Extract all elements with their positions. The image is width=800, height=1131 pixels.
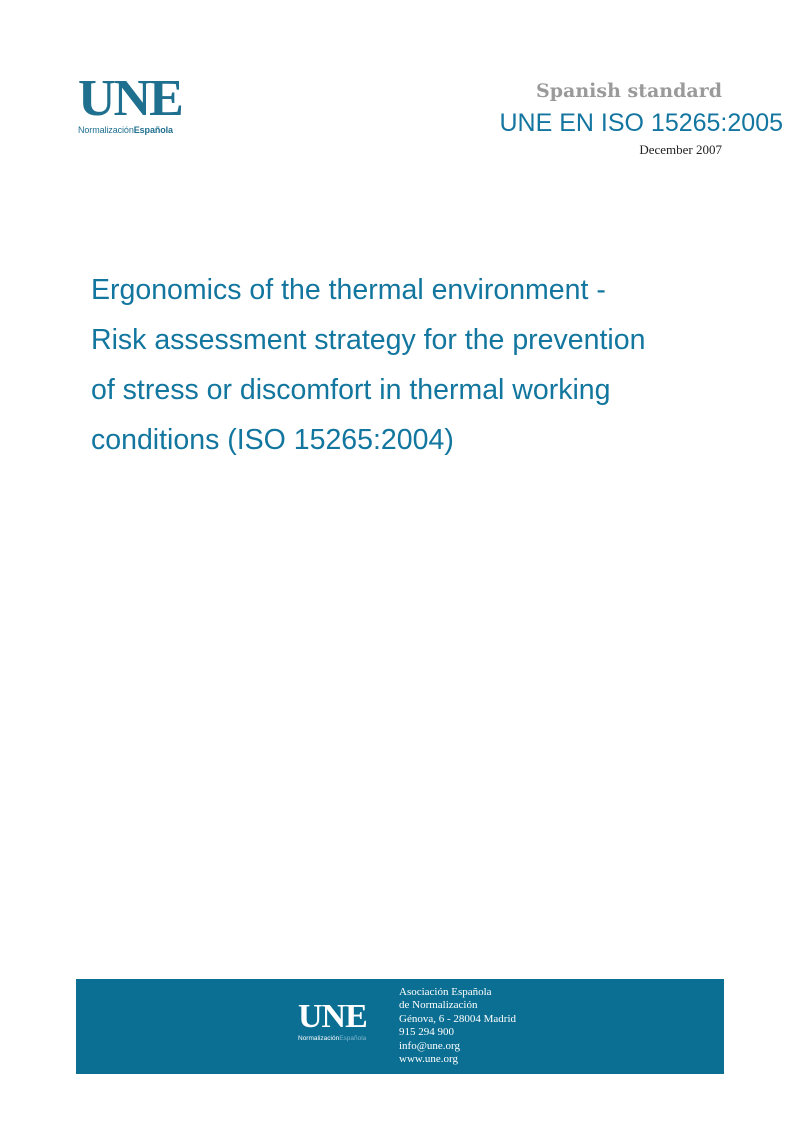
footer-une-logo bbox=[298, 998, 367, 1042]
contact-org-line-1: Asociación Española bbox=[399, 986, 492, 998]
standard-date: December 2007 bbox=[639, 142, 722, 157]
une-logo bbox=[78, 70, 208, 135]
une-logo-mark: UNE bbox=[78, 70, 182, 127]
title-line-4: conditions (ISO 15265:2004) bbox=[91, 424, 454, 456]
footer-logo-sub-espanola: Española bbox=[339, 1035, 367, 1042]
contact-website[interactable]: www.une.org bbox=[399, 1053, 458, 1066]
standard-code: UNE EN ISO 15265:2005 bbox=[499, 109, 783, 137]
une-logo-subtitle bbox=[78, 125, 208, 135]
document-title bbox=[91, 265, 751, 465]
contact-address: Génova, 6 - 28004 Madrid bbox=[399, 1012, 517, 1025]
contact-email[interactable]: info@une.org bbox=[399, 1039, 460, 1052]
footer-contact bbox=[399, 986, 516, 1066]
footer-logo-mark: UNE bbox=[298, 998, 367, 1035]
contact-phone: 915 294 900 bbox=[399, 1026, 454, 1039]
logo-sub-espanola: Española bbox=[133, 125, 173, 135]
footer-logo-sub-normalizacion: Normalización bbox=[298, 1035, 340, 1042]
standard-kind: Spanish standard bbox=[536, 80, 722, 102]
logo-sub-normalizacion: Normalización bbox=[78, 125, 134, 135]
title-line-2: Risk assessment strategy for the prevention bbox=[91, 324, 646, 356]
contact-org-line-2: de Normalización bbox=[399, 999, 478, 1012]
title-line-1: Ergonomics of the thermal environment - bbox=[91, 274, 606, 306]
standard-header bbox=[499, 78, 783, 157]
title-line-3: of stress or discomfort in thermal working bbox=[91, 374, 611, 406]
footer-banner bbox=[76, 979, 724, 1074]
footer-logo-subtitle bbox=[298, 1035, 367, 1042]
